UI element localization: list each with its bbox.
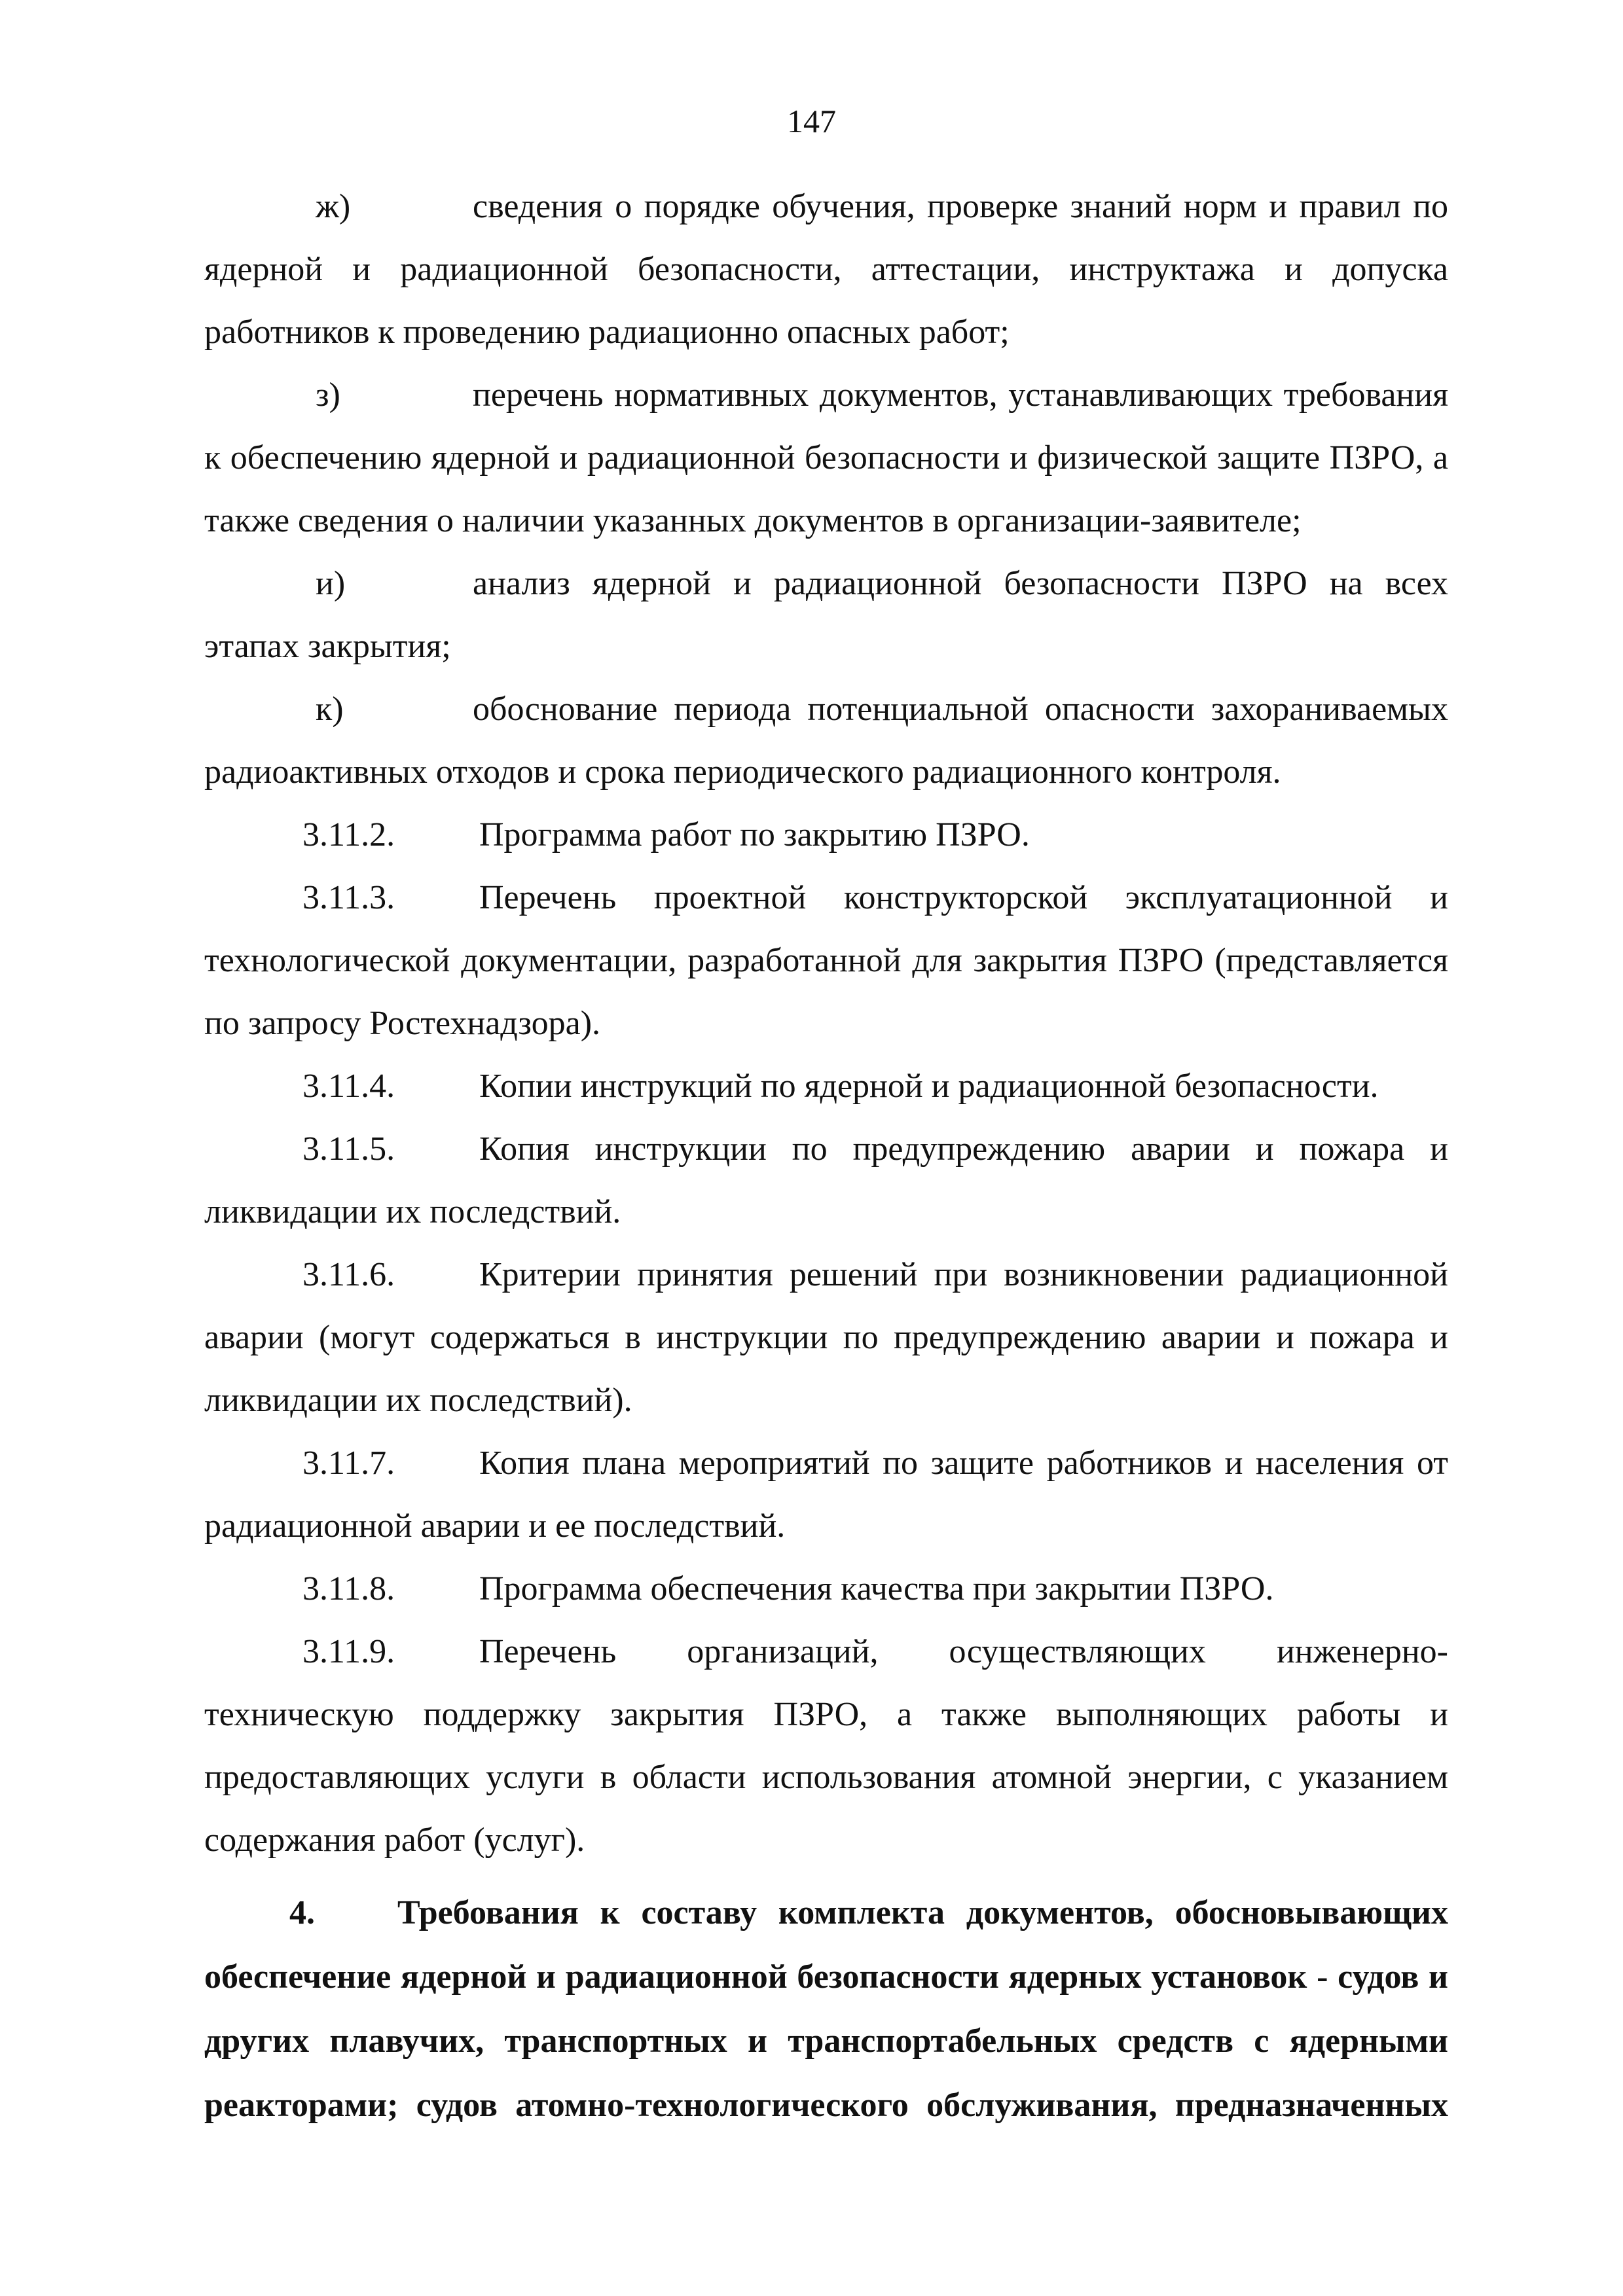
item-3-11-8: [204, 1558, 1448, 1621]
item-text: Перечень организаций, осуществляющих инженерно-техническую поддержку закрытия ПЗРО, а также выполняющих работы и предоставляющих услуги в области использования атомной энергии, с указанием содержания работ (услуг).: [204, 1633, 1448, 1859]
list-item-text: обоснование периода потенциальной опасности захораниваемых радиоактивных отходов и срока периодического радиационного контроля.: [204, 691, 1448, 791]
item-text: Перечень проектной конструкторской эксплуатационной и технологической документации, разработанной для закрытия ПЗРО (представляется по запросу Ростехнадзора).: [204, 879, 1448, 1042]
section-heading-text: Требования к составу комплекта документов, обосновывающих обеспечение ядерной и радиационной безопасности ядерных установок - судов и других плавучих, транспортных и транспортабельных средств с ядерными реакторами; судов атомно-технологического обслуживания, предназначенных: [204, 1894, 1448, 2124]
list-item-z: [204, 364, 1448, 552]
list-item-text: сведения о порядке обучения, проверке знаний норм и правил по ядерной и радиационной безопасности, аттестации, инструктажа и допуска работников к проведению радиационно опасных работ;: [204, 188, 1448, 351]
list-item-label: и): [316, 565, 346, 602]
list-item-k: [204, 678, 1448, 804]
item-text: Критерии принятия решений при возникновении радиационной аварии (могут содержаться в инструкции по предупреждению аварии и пожара и ликвидации их последствий).: [204, 1256, 1448, 1419]
list-item-i: [204, 552, 1448, 678]
item-text: Копии инструкций по ядерной и радиационной безопасности.: [479, 1067, 1379, 1105]
list-item-label: ж): [316, 188, 351, 225]
item-3-11-9: [204, 1621, 1448, 1872]
document-body: [204, 175, 1448, 2138]
list-item-label: з): [316, 376, 340, 414]
item-number: 3.11.2.: [302, 816, 395, 853]
list-item-label: к): [316, 691, 344, 728]
item-number: 3.11.7.: [302, 1444, 395, 1482]
list-item-text: перечень нормативных документов, устанавливающих требования к обеспечению ядерной и радиационной безопасности и физической защите ПЗРО, а также сведения о наличии указанных документов в организации-заявителе;: [204, 376, 1448, 539]
item-number: 3.11.9.: [302, 1633, 395, 1670]
item-3-11-3: [204, 867, 1448, 1055]
item-text: Программа работ по закрытию ПЗРО.: [479, 816, 1030, 853]
item-3-11-4: [204, 1055, 1448, 1118]
section-number: 4.: [289, 1894, 315, 1931]
item-text: Копия инструкции по предупреждению аварии и пожара и ликвидации их последствий.: [204, 1130, 1448, 1230]
item-3-11-6: [204, 1244, 1448, 1432]
item-number: 3.11.3.: [302, 879, 395, 916]
item-text: Программа обеспечения качества при закрытии ПЗРО.: [479, 1570, 1274, 1607]
item-number: 3.11.8.: [302, 1570, 395, 1607]
item-3-11-5: [204, 1118, 1448, 1244]
list-item-zh: [204, 175, 1448, 364]
item-3-11-2: [204, 804, 1448, 867]
item-number: 3.11.5.: [302, 1130, 395, 1168]
section-heading: [204, 1881, 1448, 2138]
page-number: 147: [787, 103, 836, 139]
item-text: Копия плана мероприятий по защите работников и населения от радиационной аварии и ее последствий.: [204, 1444, 1448, 1545]
item-number: 3.11.6.: [302, 1256, 395, 1293]
list-item-text: анализ ядерной и радиационной безопасности ПЗРО на всех этапах закрытия;: [204, 565, 1448, 665]
item-3-11-7: [204, 1432, 1448, 1558]
item-number: 3.11.4.: [302, 1067, 395, 1105]
